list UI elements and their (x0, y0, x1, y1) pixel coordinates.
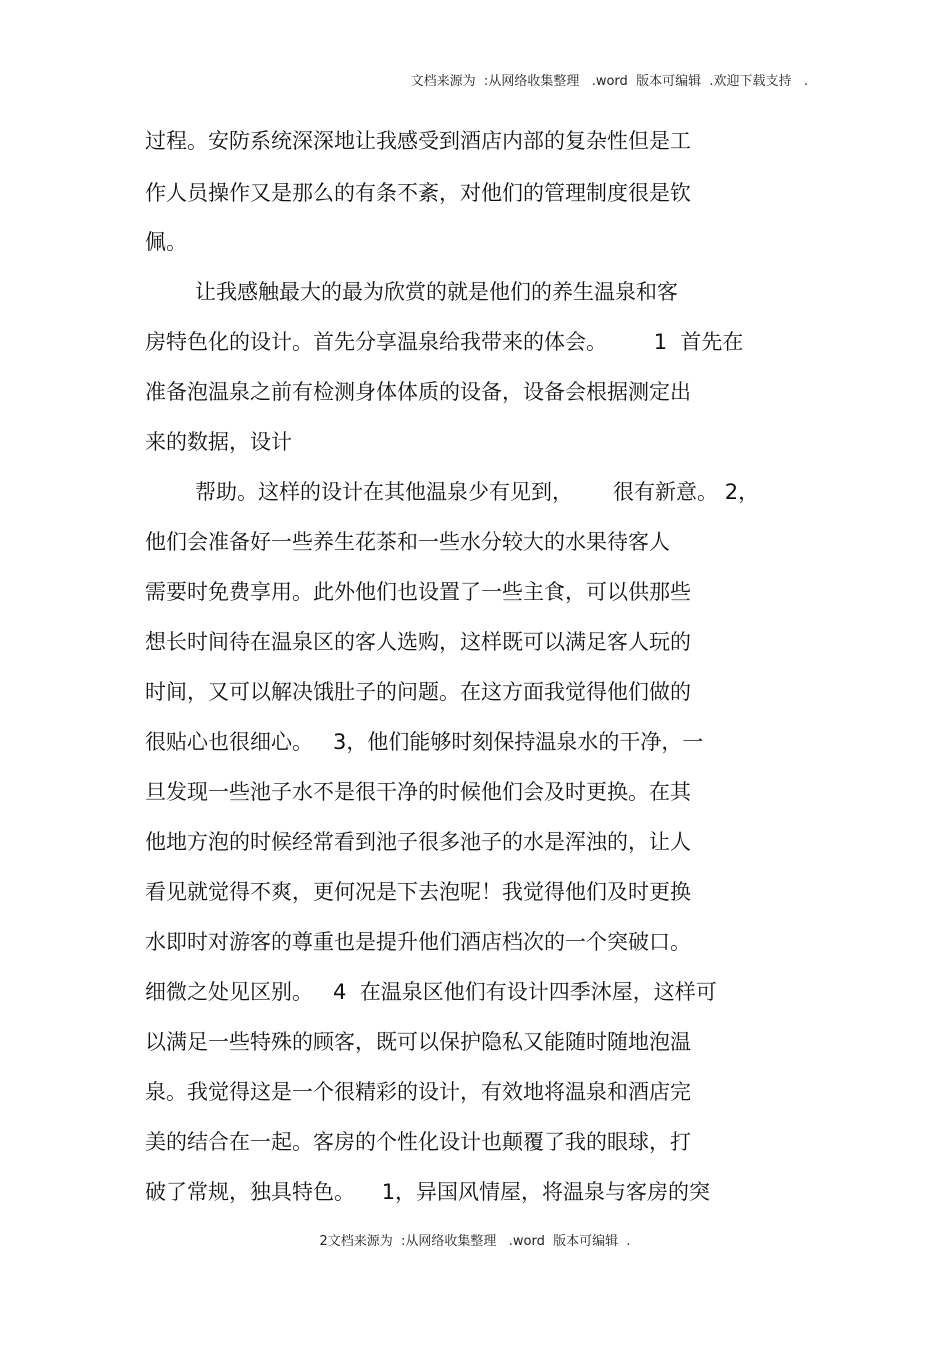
body-line: 他们会准备好一些养生花茶和一些水分较大的水果待客人 (145, 530, 670, 554)
body-line: 美的结合在一起。客房的个性化设计也颠覆了我的眼球，打 (145, 1130, 691, 1154)
body-line: 佩。 (145, 230, 187, 254)
body-line: 细微之处见区别。 4 在温泉区他们有设计四季沐屋，这样可 (145, 980, 717, 1004)
page-header: 文档来源为 :从网络收集整理 .word 版本可编辑 .欢迎下载支持 . (410, 74, 808, 89)
body-line: 作人员操作又是那么的有条不紊，对他们的管理制度很是钦 (145, 181, 691, 205)
body-line: 很贴心也很细心。 3，他们能够时刻保持温泉水的干净，一 (145, 730, 704, 754)
body-line: 想长时间待在温泉区的客人选购，这样既可以满足客人玩的 (145, 630, 691, 654)
body-line: 帮助。这样的设计在其他温泉少有见到， 很有新意。 2， (195, 480, 760, 504)
body-line: 来的数据，设计 (145, 430, 292, 454)
body-line: 旦发现一些池子水不是很干净的时候他们会及时更换。在其 (145, 780, 691, 804)
body-line: 水即时对游客的尊重也是提升他们酒店档次的一个突破口。 (145, 930, 691, 954)
body-line: 泉。我觉得这是一个很精彩的设计，有效地将温泉和酒店完 (145, 1080, 691, 1104)
body-line: 让我感触最大的最为欣赏的就是他们的养生温泉和客 (195, 280, 678, 304)
body-line: 房特色化的设计。首先分享温泉给我带来的体会。 1 首先在 (145, 330, 744, 354)
body-line: 以满足一些特殊的顾客，既可以保护隐私又能随时随地泡温 (145, 1030, 691, 1054)
body-line: 他地方泡的时候经常看到池子很多池子的水是浑浊的，让人 (145, 830, 691, 854)
body-line: 过程。安防系统深深地让我感受到酒店内部的复杂性但是工 (145, 129, 691, 153)
body-line: 准备泡温泉之前有检测身体体质的设备，设备会根据测定出 (145, 380, 691, 404)
body-line: 破了常规，独具特色。 1，异国风情屋，将温泉与客房的突 (145, 1180, 711, 1204)
body-line: 时间，又可以解决饿肚子的问题。在这方面我觉得他们做的 (145, 680, 691, 704)
body-line: 需要时免费享用。此外他们也设置了一些主食，可以供那些 (145, 580, 691, 604)
page-footer: 2文档来源为 :从网络收集整理 .word 版本可编辑 . (319, 1234, 631, 1249)
body-line: 看见就觉得不爽，更何况是下去泡呢！我觉得他们及时更换 (145, 880, 691, 904)
